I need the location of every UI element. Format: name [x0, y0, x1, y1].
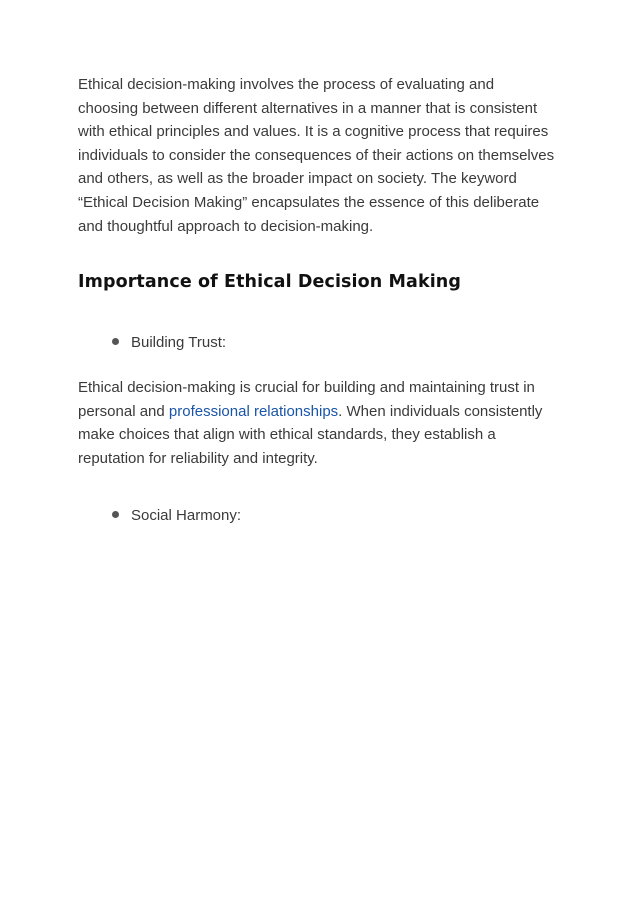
professional-relationships-link[interactable]: professional relationships	[168, 402, 339, 420]
section-heading: Importance of Ethical Decision Making	[78, 272, 461, 292]
trust-text-before-link: Ethical decision-making is crucial for building and maintaining trust in personal and	[78, 379, 535, 420]
bullet-dot-icon	[112, 338, 119, 345]
bullet-label: Social Harmony:	[131, 507, 242, 524]
bullet-dot-icon	[112, 511, 119, 518]
bullet-item-building-trust	[112, 333, 226, 353]
bullet-item-social-harmony	[112, 506, 241, 526]
building-trust-paragraph	[78, 376, 558, 470]
trust-text-after-link: . When individuals consistently make choices that align with ethical standards, they establish a reputation for reliability and integrity.	[78, 402, 543, 467]
bullet-label: Building Trust:	[131, 334, 227, 351]
intro-paragraph: Ethical decision-making involves the process of evaluating and choosing between different alternatives in a manner that is consistent with ethical principles and values. It is a cognitive process that requires individuals to consider the consequences of their actions on themselves and others, as well as the broader impact on society. The keyword “Ethical Decision Making” encapsulates the essence of this deliberate and thoughtful approach to decision-making.	[78, 76, 555, 235]
